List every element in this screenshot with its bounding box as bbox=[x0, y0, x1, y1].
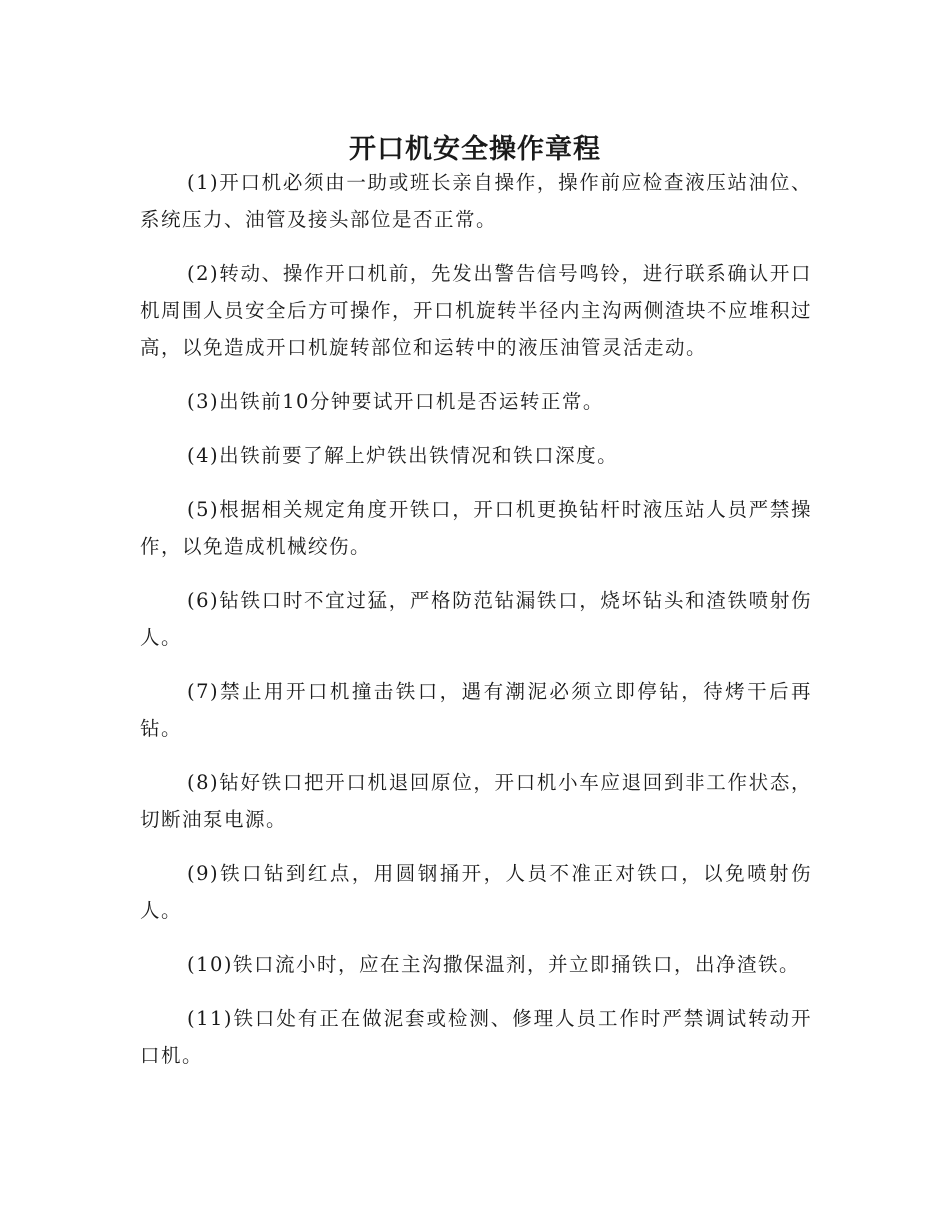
rule-paragraph-7: (7)禁止用开口机撞击铁口，遇有潮泥必须立即停钻，待烤干后再钻。 bbox=[140, 680, 812, 740]
rule-paragraph-9: (9)铁口钻到红点，用圆钢捅开，人员不准正对铁口，以免喷射伤人。 bbox=[140, 862, 812, 922]
rule-paragraph-8: (8)钻好铁口把开口机退回原位，开口机小车应退回到非工作状态，切断油泵电源。 bbox=[140, 771, 812, 831]
rule-paragraph-1: (1)开口机必须由一助或班长亲自操作，操作前应检查液压站油位、系统压力、油管及接头部位是否正常。 bbox=[140, 171, 812, 231]
rule-paragraph-3: (3)出铁前10分钟要试开口机是否运转正常。 bbox=[187, 390, 604, 413]
document-title: 开口机安全操作章程 bbox=[349, 134, 601, 166]
rule-paragraph-6: (6)钻铁口时不宜过猛，严格防范钻漏铁口，烧坏钻头和渣铁喷射伤人。 bbox=[140, 589, 812, 649]
rule-paragraph-10: (10)铁口流小时，应在主沟撒保温剂，并立即捅铁口，出净渣铁。 bbox=[187, 953, 801, 976]
rule-paragraph-2: (2)转动、操作开口机前，先发出警告信号鸣铃，进行联系确认开口机周围人员安全后方可操作，开口机旋转半径内主沟两侧渣块不应堆积过高，以免造成开口机旋转部位和运转中的液压油管灵活走动。 bbox=[140, 262, 813, 359]
rule-paragraph-5: (5)根据相关规定角度开铁口，开口机更换钻杆时液压站人员严禁操作，以免造成机械绞伤。 bbox=[140, 498, 812, 558]
document-body bbox=[140, 164, 812, 1091]
rule-paragraph-4: (4)出铁前要了解上炉铁出铁情况和铁口深度。 bbox=[187, 444, 619, 467]
rule-paragraph-11: (11)铁口处有正在做泥套或检测、修理人员工作时严禁调试转动开口机。 bbox=[140, 1007, 812, 1067]
